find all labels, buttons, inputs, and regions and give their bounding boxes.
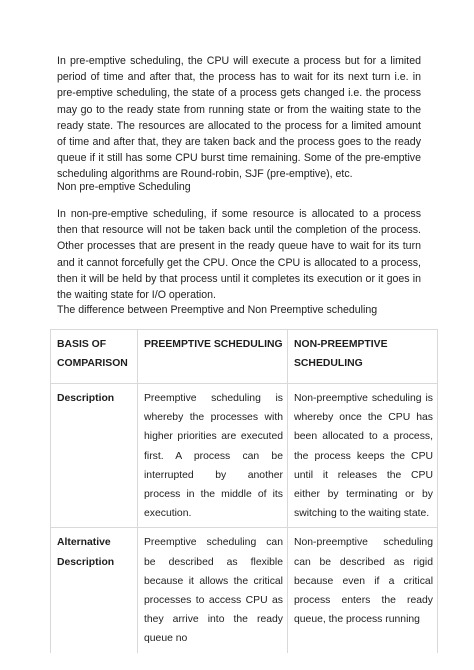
row-non-preemptive-description: Non-preemptive scheduling is whereby once the CPU has been allocated to a process, the process keeps the CPU until it releases the CPU either by terminating or by switching to the waiting state. [288, 384, 438, 528]
table-row [51, 528, 438, 653]
table-header-row [51, 330, 438, 384]
header-preemptive: PREEMPTIVE SCHEDULING [138, 330, 288, 384]
non-preemptive-paragraph: In non-pre-emptive scheduling, if some resource is allocated to a process then that resource will not be taken back until the completion of the process. Other processes that are present in the ready queue have to wait for its turn and it cannot forcefully get the CPU. Once the CPU is allocated to a process, then it will be held by that process until it completes its execution or it goes in the waiting state for I/O operation. [57, 208, 421, 302]
row-basis-description: Description [51, 384, 138, 528]
header-non-preemptive: NON-PREEMPTIVE SCHEDULING [288, 330, 438, 384]
intro-paragraph: In pre-emptive scheduling, the CPU will execute a process but for a limited period of time and after that, the process has to wait for its next turn i.e. in pre-emptive scheduling, the state of a process gets changed i.e. the process may go to the ready state from running state or from the waiting state to the ready state. The resources are allocated to the process for a limited amount of time and after that, they are taken back and the process goes to the ready queue if it still has some CPU burst time remaining. Some of the pre-emptive scheduling algorithms are Round-robin, SJF (pre-emptive), etc. [57, 55, 421, 181]
row-preemptive-description: Preemptive scheduling is whereby the processes with higher priorities are executed first. A process can be interrupted by another process in the middle of its execution. [138, 384, 288, 528]
row-preemptive-alternative: Preemptive scheduling can be described as flexible because it allows the critical processes to access CPU as they arrive into the ready queue no [138, 528, 288, 653]
section-heading: Non pre-emptive Scheduling [57, 181, 191, 193]
header-basis: BASIS OF COMPARISON [51, 330, 138, 384]
comparison-table [50, 329, 438, 653]
table-row [51, 384, 438, 528]
row-basis-alternative: Alternative Description [51, 528, 138, 653]
table-caption: The difference between Preemptive and Non Preemptive scheduling [57, 304, 378, 316]
row-non-preemptive-alternative: Non-preemptive scheduling can be described as rigid because even if a critical process enters the ready queue, the process running [288, 528, 438, 653]
